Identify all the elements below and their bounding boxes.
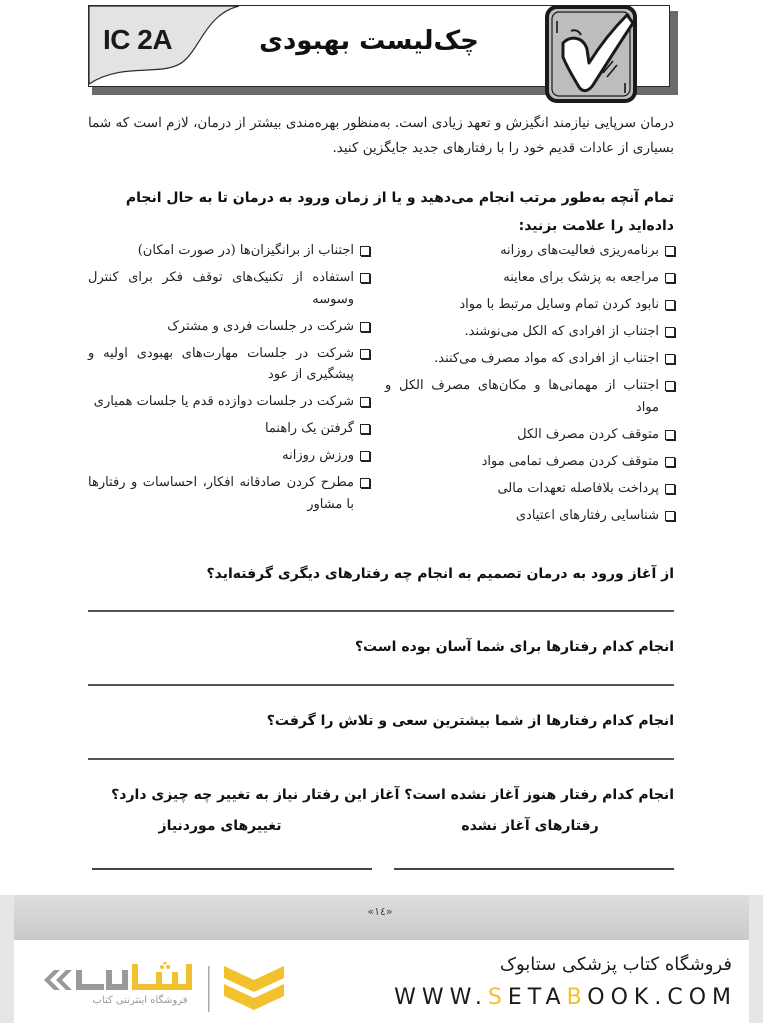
checkbox[interactable]	[665, 354, 675, 364]
checklist-column-right	[385, 240, 675, 532]
checklist-item[interactable]	[385, 267, 675, 289]
checklist-item-label: اجتناب از افرادی که مواد مصرف می‌کنند.	[434, 351, 659, 366]
checklist-item-label: نابود کردن تمام وسایل مرتبط با مواد	[459, 297, 659, 312]
worksheet-header	[88, 5, 678, 93]
checklist-item[interactable]	[88, 240, 370, 262]
checkbox[interactable]	[665, 327, 675, 337]
checklist-item[interactable]	[385, 375, 675, 418]
checklist-item-label: مراجعه به پزشک برای معاینه	[503, 270, 659, 285]
page-title: چک‌لیست بهبودی	[259, 26, 479, 56]
checklist-item[interactable]	[385, 321, 675, 343]
answer-line-changes-needed[interactable]	[92, 868, 372, 870]
checkbox[interactable]	[665, 300, 675, 310]
checkbox[interactable]	[360, 273, 370, 283]
footer-edge-right	[749, 895, 763, 1023]
checkbox[interactable]	[360, 424, 370, 434]
checklist-item-label: پرداخت بلافاصله تعهدات مالی	[497, 480, 659, 496]
checklist-item[interactable]	[88, 445, 370, 467]
checklist-item[interactable]	[88, 316, 370, 338]
url-part-highlight: S	[487, 985, 508, 1010]
checklist-item[interactable]	[385, 294, 675, 316]
checklist-item[interactable]	[88, 267, 370, 310]
logo-subtitle: فروشگاه اینترنتی کتاب	[92, 995, 188, 1006]
question-easy-behaviors: انجام کدام رفتارها برای شما آسان بوده است؟	[354, 639, 674, 655]
checklist-instruction: تمام آنچه به‌طور مرتب انجام می‌دهید و یا از زمان ورود به درمان تا به حال انجام داده‌اید را علامت بزنید:	[125, 190, 674, 234]
checklist-item[interactable]	[88, 472, 370, 515]
checkbox[interactable]	[665, 457, 675, 467]
answer-line-hard-behaviors[interactable]	[88, 758, 674, 760]
url-part: ETA	[507, 985, 567, 1010]
checkbox[interactable]	[665, 273, 675, 283]
checklist-item-label: شرکت در جلسات فردی و مشترک	[167, 318, 354, 334]
page-number: «١٤»	[367, 905, 393, 918]
checklist-item-label: استفاده از تکنیک‌های توقف فکر برای کنترل وسوسه	[88, 270, 354, 307]
checklist-item-label: برنامه‌ریزی فعالیت‌های روزانه	[500, 243, 659, 258]
checkbox[interactable]	[360, 451, 370, 461]
column-heading-changes-needed: تغییرهای موردنیاز	[158, 818, 282, 834]
checklist-item[interactable]	[88, 391, 370, 413]
store-name: فروشگاه کتاب پزشکی ستابوک	[499, 954, 732, 975]
question-hard-behaviors: انجام کدام رفتارها از شما بیشترین سعی و تلاش را گرفت؟	[266, 713, 674, 729]
url-part: OOK.COM	[587, 985, 737, 1010]
store-url[interactable]	[392, 985, 737, 1010]
question-not-started: انجام کدام رفتار هنوز آغاز نشده است؟ آغاز این رفتار نیاز به تغییر چه چیزی دارد؟	[111, 787, 674, 803]
checkbox[interactable]	[360, 246, 370, 256]
checkmark-icon	[541, 1, 641, 107]
checklist-item[interactable]	[88, 343, 370, 386]
checklist-item[interactable]	[88, 418, 370, 440]
footer-edge-left	[0, 895, 14, 1023]
checkbox[interactable]	[665, 484, 675, 494]
checkbox[interactable]	[360, 478, 370, 488]
answer-line-not-started[interactable]	[394, 868, 674, 870]
checklist-item-label: ورزش روزانه	[282, 448, 354, 463]
checkbox[interactable]	[360, 322, 370, 332]
checklist-item-label: اجتناب از افرادی که الکل می‌نوشند.	[464, 324, 659, 339]
checklist-item-label: شرکت در جلسات مهارت‌های بهبودی اولیه و پیشگیری از عود	[88, 345, 354, 382]
checklist-item[interactable]	[385, 240, 675, 262]
checklist-item[interactable]	[385, 451, 675, 473]
checklist-item-label: گرفتن یک راهنما	[264, 421, 354, 436]
checklist-item-label: اجتناب از برانگیزان‌ها (در صورت امکان)	[137, 243, 354, 258]
checkbox[interactable]	[360, 397, 370, 407]
checklist-item-label: متوقف کردن مصرف الکل	[517, 426, 659, 442]
checklist-item-label: شرکت در جلسات دوازده قدم یا جلسات همیاری	[93, 394, 354, 409]
worksheet-code: IC 2A	[103, 24, 173, 55]
url-part-highlight: B	[566, 985, 588, 1010]
column-heading-not-started: رفتارهای آغاز نشده	[461, 818, 599, 834]
checklist-item-label: متوقف کردن مصرف تمامی مواد	[481, 453, 659, 469]
url-part: WWW.	[394, 985, 488, 1010]
checkbox[interactable]	[665, 511, 675, 521]
checklist-item-label: مطرح کردن صادقانه افکار، احساسات و رفتارها با مشاور	[88, 475, 354, 512]
checklist-item[interactable]	[385, 348, 675, 370]
intro-paragraph: درمان سرپایی نیازمند انگیزش و تعهد زیادی است. به‌منظور بهره‌مندی بیشتر از درمان، لازم است که شما بسیاری از عادات قدیم خود را با رفتارهای جدید جایگزین کنید.	[88, 115, 674, 156]
checklist-item[interactable]	[385, 478, 675, 500]
checklist-item-label: اجتناب از مهمانی‌ها و مکان‌های مصرف الکل و مواد	[385, 378, 659, 415]
checklist-item[interactable]	[385, 505, 675, 527]
answer-line-easy-behaviors[interactable]	[88, 684, 674, 686]
checkbox[interactable]	[665, 246, 675, 256]
checklist-column-left	[88, 240, 370, 521]
checklist-item[interactable]	[385, 424, 675, 446]
checkbox[interactable]	[360, 349, 370, 359]
checkbox[interactable]	[665, 381, 675, 391]
setabook-logo-icon	[40, 962, 310, 1018]
question-other-behaviors: از آغاز ورود به درمان تصمیم به انجام چه رفتارهای دیگری گرفته‌اید؟	[206, 566, 674, 582]
answer-line-other-behaviors[interactable]	[88, 610, 674, 612]
checklist-item-label: شناسایی رفتارهای اعتیادی	[515, 507, 659, 523]
checkbox[interactable]	[665, 430, 675, 440]
